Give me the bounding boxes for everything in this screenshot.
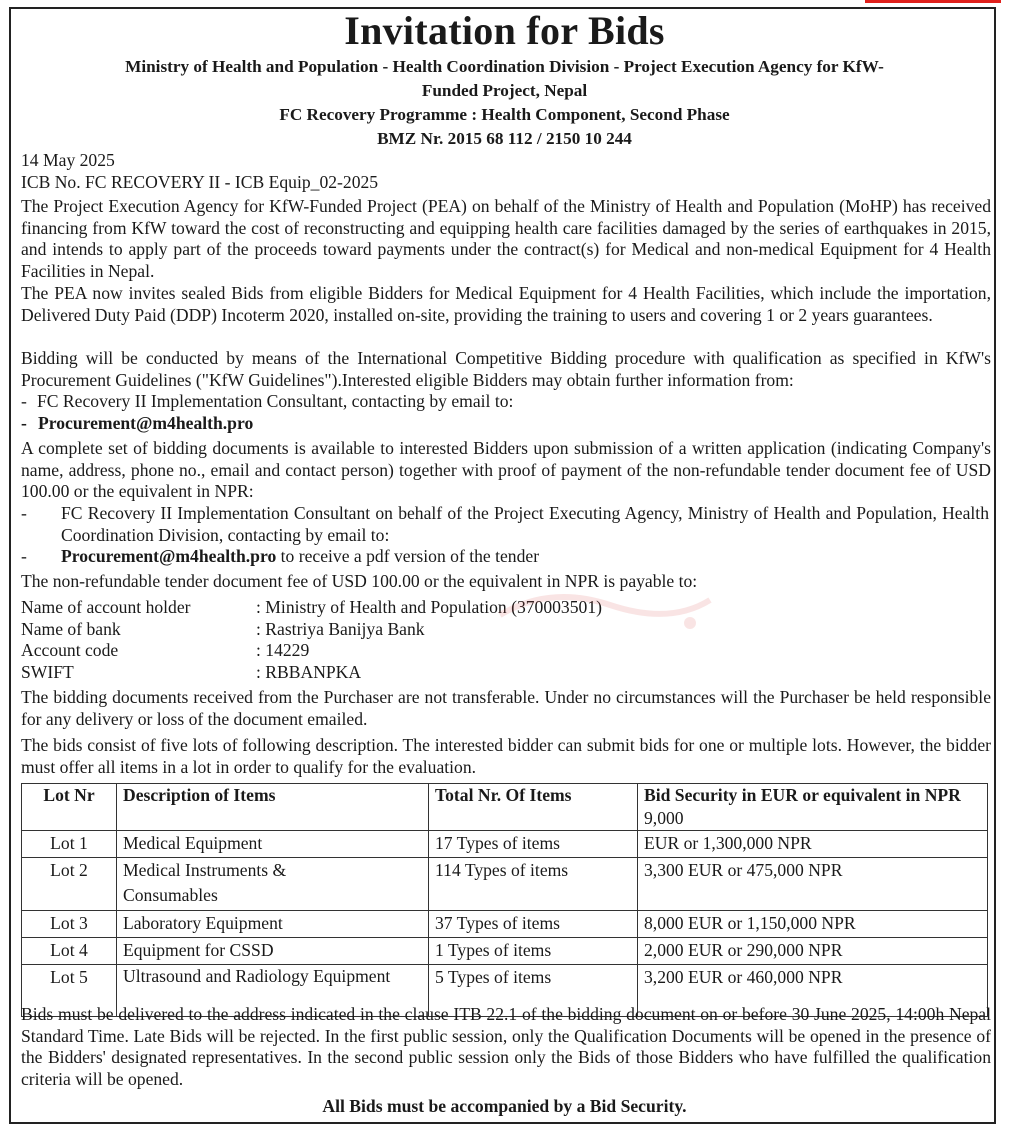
- lot-cell: Lot 3: [22, 911, 117, 938]
- security-cell: EUR or 1,300,000 NPR: [638, 831, 988, 858]
- bullet-dash: -: [21, 413, 27, 433]
- closing-statement: All Bids must be accompanied by a Bid Security.: [322, 1096, 687, 1116]
- header-bid-security-label: Bid Security in EUR or equivalent in NPR: [644, 785, 961, 805]
- table-header-row: [22, 784, 988, 831]
- header-bid-security-amount: 9,000: [644, 808, 684, 828]
- icb-number: ICB No. FC RECOVERY II - ICB Equip_02-2025: [21, 172, 379, 192]
- table-row: [22, 911, 988, 938]
- info-email-link[interactable]: Procurement@m4health.pro: [38, 413, 254, 433]
- fee-intro: The non-refundable tender document fee of USD 100.00 or the equivalent in NPR is payable to:: [21, 571, 698, 591]
- doc-email-rest: to receive a pdf version of the tender: [276, 546, 540, 566]
- description-cell: Laboratory Equipment: [117, 911, 429, 938]
- account-label-code: Account code: [21, 640, 119, 660]
- ministry-header-line1: Ministry of Health and Population - Health Coordination Division - Project Execution Agency for KfW-: [125, 57, 884, 76]
- bullet-dash: -: [21, 503, 27, 523]
- top-accent-bar: [865, 0, 1001, 3]
- account-label-bank: Name of bank: [21, 619, 121, 639]
- notice-title: Invitation for Bids: [344, 8, 665, 53]
- bmz-number: BMZ Nr. 2015 68 112 / 2150 10 244: [377, 129, 632, 148]
- description-cell: Medical Equipment: [117, 831, 429, 858]
- doc-bullet-email: [61, 546, 961, 568]
- doc-bullet-consultant: [61, 503, 989, 546]
- programme-line: FC Recovery Programme : Health Component, Second Phase: [279, 105, 730, 124]
- account-value-bank: : Rastriya Banijya Bank: [256, 619, 425, 639]
- description-cell: Equipment for CSSD: [117, 938, 429, 965]
- account-label-swift: SWIFT: [21, 662, 74, 682]
- bullet-dash: -: [21, 391, 27, 411]
- table-row: [22, 831, 988, 858]
- notice-date: 14 May 2025: [21, 150, 115, 170]
- security-cell: 2,000 EUR or 290,000 NPR: [638, 938, 988, 965]
- account-label-holder: Name of account holder: [21, 597, 191, 617]
- items-cell: 37 Types of items: [429, 911, 638, 938]
- table-row: [22, 938, 988, 965]
- description-cell: Medical Instruments & Consumables: [117, 858, 429, 911]
- ministry-header-line2: Funded Project, Nepal: [421, 81, 588, 100]
- doc-bullet-consultant-text: FC Recovery II Implementation Consultant on behalf of the Project Executing Agency, Ministry of Health and Population, Health Coordination Division, contacting by email to:: [61, 503, 989, 545]
- header-description: Description of Items: [117, 784, 429, 831]
- account-value-swift: : RBBANPKA: [256, 662, 362, 682]
- doc-email-link[interactable]: Procurement@m4health.pro: [61, 546, 277, 566]
- lot-cell: Lot 4: [22, 938, 117, 965]
- security-cell: 3,200 EUR or 460,000 NPR: [638, 965, 988, 1017]
- paragraph-transfer: The bidding documents received from the Purchaser are not transferable. Under no circumstances will the Purchaser be held responsible for any delivery or loss of the document emailed.: [21, 687, 991, 729]
- lot-cell: Lot 2: [22, 858, 117, 911]
- description-cell: Ultrasound and Radiology Equipment: [117, 965, 429, 1017]
- header-total-items: Total Nr. Of Items: [429, 784, 638, 831]
- lot-cell: Lot 1: [22, 831, 117, 858]
- bullet-dash: -: [21, 546, 27, 566]
- items-cell: 114 Types of items: [429, 858, 638, 911]
- account-value-holder: : Ministry of Health and Population (370003501): [256, 597, 602, 617]
- info-bullet-consultant: FC Recovery II Implementation Consultant, contacting by email to:: [37, 391, 514, 411]
- items-cell: 1 Types of items: [429, 938, 638, 965]
- header-lot-nr: Lot Nr: [22, 784, 117, 831]
- table-row: [22, 858, 988, 911]
- header-bid-security: [638, 784, 988, 831]
- paragraph-documents: A complete set of bidding documents is available to interested Bidders upon submission of a written application (indicating Company's name, address, phone no., email and contact person) together with proof of payment of the non-refundable tender document fee of USD 100.00 or the equivalent in NPR:: [21, 438, 991, 501]
- security-cell: 3,300 EUR or 475,000 NPR: [638, 858, 988, 911]
- paragraph-financing: The Project Execution Agency for KfW-Funded Project (PEA) on behalf of the Ministry of Health and Population (MoHP) has received financing from KfW toward the cost of reconstructing and equipping health care facilities damaged by the series of earthquakes in 2015, and intends to apply part of the proceeds toward payments under the contract(s) for Medical and non-medical Equipment for 4 Health Facilities in Nepal.: [21, 196, 991, 281]
- paragraph-lots: The bids consist of five lots of following description. The interested bidder can submit bids for one or multiple lots. However, the bidder must offer all items in a lot in order to qualify for the evaluation.: [21, 735, 991, 777]
- lot-cell: Lot 5: [22, 965, 117, 1017]
- account-value-code: : 14229: [256, 640, 310, 660]
- security-cell: 8,000 EUR or 1,150,000 NPR: [638, 911, 988, 938]
- items-cell: 17 Types of items: [429, 831, 638, 858]
- paragraph-procedure: Bidding will be conducted by means of the International Competitive Bidding procedure with qualification as specified in KfW's Procurement Guidelines ("KfW Guidelines").Interested eligible Bidders may obtain further information from:: [21, 348, 991, 390]
- items-cell: 5 Types of items: [429, 965, 638, 1017]
- paragraph-invitation: The PEA now invites sealed Bids from eligible Bidders for Medical Equipment for 4 Health Facilities, which include the importation, Delivered Duty Paid (DDP) Incoterm 2020, installed on-site, providing the training to users and covering 1 or 2 years guarantees.: [21, 283, 991, 325]
- lots-table: [21, 783, 988, 1017]
- paragraph-delivery: Bids must be delivered to the address indicated in the clause ITB 22.1 of the bidding document on or before 30 June 2025, 14:00h Nepal Standard Time. Late Bids will be rejected. In the first public session, only the Qualification Documents will be opened in the presence of the Bidders' designated representatives. In the second public session only the Bids of those Bidders who have fulfilled the qualification criteria will be opened.: [21, 1004, 991, 1089]
